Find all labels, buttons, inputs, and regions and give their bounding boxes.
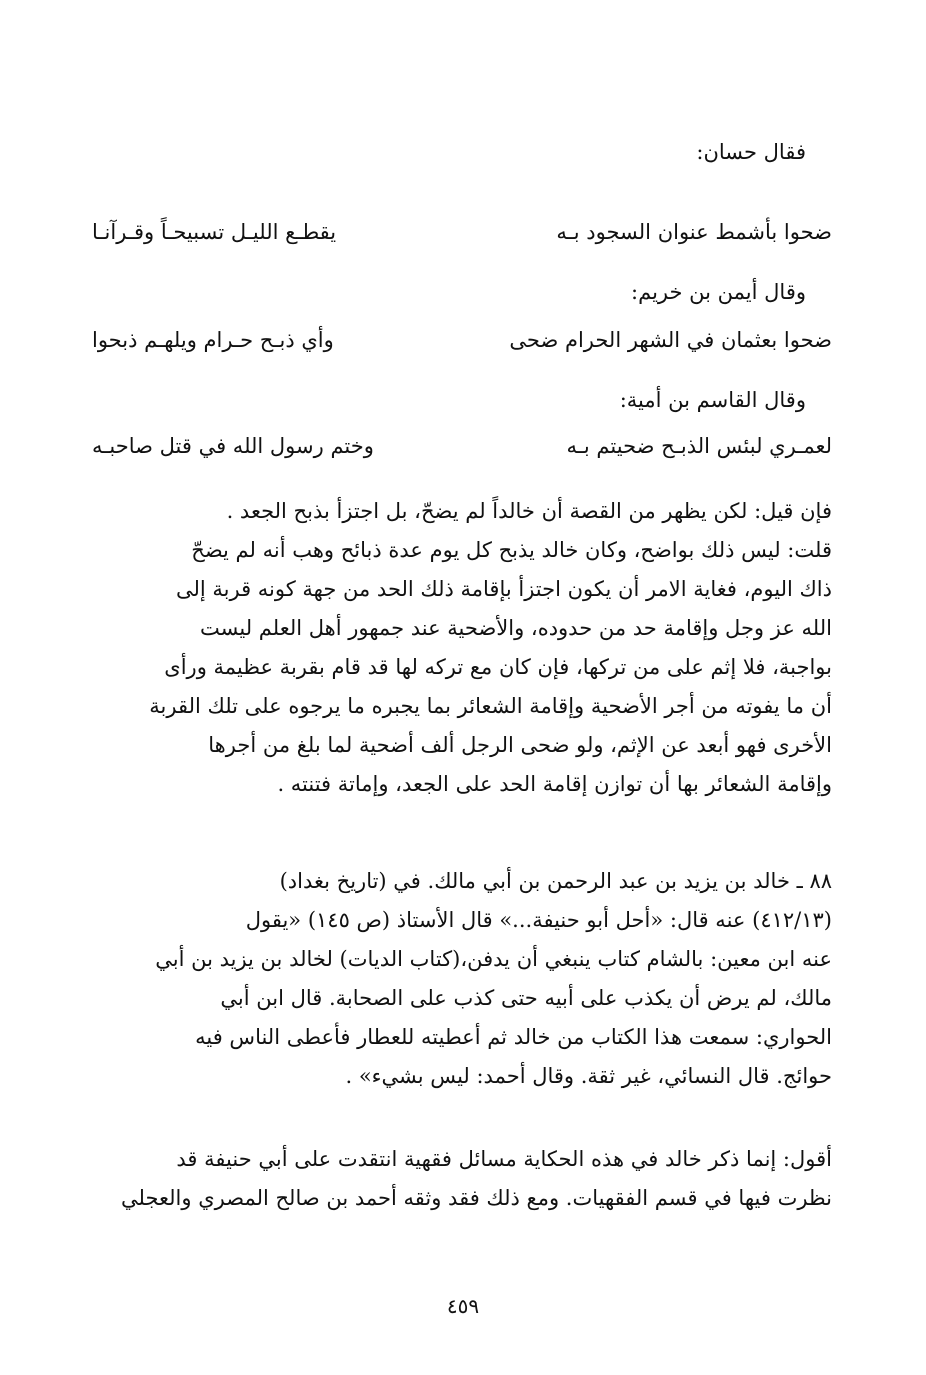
paragraph-line: فإن قيل: لكن يظهر من القصة أن خالداً لم يضحّ، بل اجتزأ بذبح الجعد . — [226, 499, 832, 523]
paragraph-line: (٤١٢/١٣) عنه قال: «أحل أبو حنيفة...» قال الأستاذ (ص ١٤٥) «يقول — [245, 908, 832, 932]
intro-qasim: وقال القاسم بن أمية: — [619, 388, 806, 412]
paragraph-line: بواجبة، فلا إثم على من تركها، فإن كان مع تركه لها قد قام بقربة عظيمة ورأى — [164, 655, 832, 679]
paragraph-line: ذاك اليوم، فغاية الامر أن يكون اجتزأ بإقامة ذلك الحد من جهة كونه قربة إلى — [175, 577, 832, 601]
verse-ayman — [92, 320, 832, 360]
paragraph-line: الأخرى فهو أبعد عن الإثم، ولو ضحى الرجل ألف أضحية لما بلغ من أجرها — [208, 733, 832, 757]
paragraph-line: نظرت فيها في قسم الفقهيات. ومع ذلك فقد وثقه أحمد بن صالح المصري والعجلي — [121, 1186, 832, 1210]
verse-qasim — [92, 426, 832, 466]
paragraph-line: عنه ابن معين: بالشام كتاب ينبغي أن يدفن،(كتاب الديات) لخالد بن يزيد بن أبي — [155, 947, 832, 971]
paragraph-line: وإقامة الشعائر بها أن توازن إقامة الحد على الجعد، وإماتة فتنته . — [277, 772, 832, 796]
verse-ayman-first-hemistich: ضحوا بعثمان في الشهر الحرام ضحى — [509, 328, 832, 352]
verse-hassan-first-hemistich: ضحوا بأشمط عنوان السجود بـه — [556, 220, 832, 244]
paragraph-line: ٨٨ ـ خالد بن يزيد بن عبد الرحمن بن أبي مالك. في (تاريخ بغداد) — [279, 869, 832, 893]
paragraph-line: أن ما يفوته من أجر الأضحية وإقامة الشعائر بما يجبره ما يرجوه على تلك القربة — [149, 694, 832, 718]
paragraph-line: أقول: إنما ذكر خالد في هذه الحكاية مسائل فقهية انتقدت على أبي حنيفة قد — [176, 1147, 832, 1171]
verse-ayman-second-hemistich: وأي ذبـح حـرام ويلهـم ذبحوا — [92, 328, 334, 352]
paragraph-line: حوائج. قال النسائي، غير ثقة. وقال أحمد: ليس بشيء» . — [345, 1064, 832, 1088]
verse-hassan-second-hemistich: يقطـع الليـل تسبيحـاً وقـرآنـا — [92, 220, 337, 244]
verse-hassan — [92, 212, 832, 252]
paragraph-line: مالك، لم يرض أن يكذب على أبيه حتى كذب على الصحابة. قال ابن أبي — [220, 986, 832, 1010]
paragraph-entry-88 — [100, 862, 832, 1096]
intro-ayman: وقال أيمن بن خريم: — [631, 280, 806, 304]
paragraph-line: قلت: ليس ذلك بواضح، وكان خالد يذبح كل يوم عدة ذبائح وهب أنه لم يضحّ — [191, 538, 832, 562]
verse-qasim-second-hemistich: وختم رسول الله في قتل صاحبـه — [92, 434, 374, 458]
page-number: ٤٥٩ — [446, 1294, 480, 1318]
paragraph-author-comment — [100, 1140, 832, 1218]
verse-qasim-first-hemistich: لعمـري لبئس الذبـح ضحيتم بـه — [566, 434, 832, 458]
intro-hassan: فقال حسان: — [696, 140, 806, 164]
paragraph-line: الله عز وجل وإقامة حد من حدوده، والأضحية عند جمهور أهل العلم ليست — [200, 616, 832, 640]
paragraph-objection-reply — [100, 492, 832, 804]
paragraph-line: الحواري: سمعت هذا الكتاب من خالد ثم أعطيته للعطار فأعطى الناس فيه — [195, 1025, 832, 1049]
